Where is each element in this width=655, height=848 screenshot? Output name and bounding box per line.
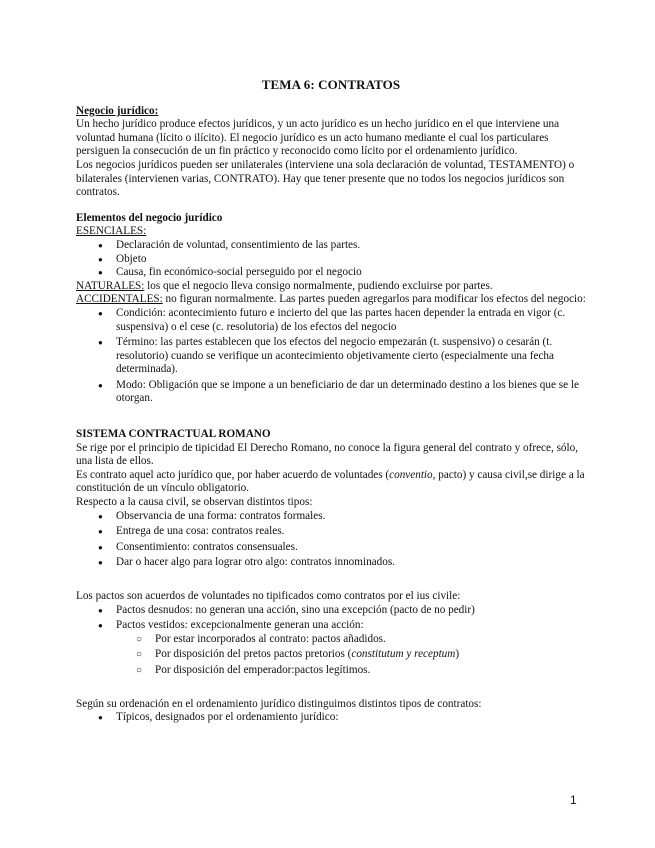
list-item [98,619,586,677]
text-fragment: ) [455,648,460,661]
text-naturales: los que el negocio lleva consigo normalmente, pudiendo excluirse por partes. [144,279,493,292]
paragraph-sistema-contrato [76,469,586,496]
document-title: TEMA 6: CONTRATOS [261,77,401,92]
text-fragment: Por disposición del pretos pactos pretorios ( [155,648,352,661]
list-accidentales [76,307,586,406]
label-naturales: NATURALES: [76,279,145,292]
list-item: ● Pactos desnudos: no generan una acción, sino una excepción (pacto de no pedir) [98,604,586,618]
paragraph-accidentales [76,293,586,307]
sublist-pactos-vestidos [98,633,586,678]
list-item: ● Entrega de una cosa: contratos reales. [98,525,586,539]
text-fragment: Es contrato aquel acto jurídico que, por haber acuerdo de voluntades ( [76,468,390,481]
list-esenciales [76,239,586,280]
section-heading-elementos: Elementos del negocio jurídico [76,211,223,224]
list-item: ● Modo: Obligación que se impone a un beneficiario de dar un determinado destino a los bienes que se le otorgan. [98,379,586,406]
list-item: ● Causa, fin económico-social perseguido por el negocio [98,266,586,280]
list-tipos-contrato [76,510,586,570]
list-item: ● Observancia de una forma: contratos formales. [98,510,586,524]
sublist-item: ○ Por estar incorporados al contrato: pactos añadidos. [136,633,586,647]
paragraph-negocio-definicion: Un hecho jurídico produce efectos jurídicos, y un acto jurídico es un hecho jurídico en el que interviene una voluntad humana (lícito o ilícito). El negocio jurídico es un acto humano mediante el cual los particulares persiguen la consecución de un fin práctico y reconocido como lícito por el ordenamiento jurídico. [76,118,560,158]
label-accidentales: ACCIDENTALES: [76,293,163,306]
list-item: ● Objeto [98,253,586,267]
paragraph-sistema-tipicidad: Se rige por el principio de tipicidad El Derecho Romano, no conoce la figura general del contrato y ofrece, sólo, una lista de ellos. [76,441,579,468]
text-accidentales: no figuran normalmente. Las partes pueden agregarlos para modificar los efectos del negocio: [162,293,586,306]
list-pactos [76,604,586,678]
list-item: ● Consentimiento: contratos consensuales. [98,541,586,555]
document-page [76,78,586,725]
sublist-item [136,648,586,662]
list-item: ● Dar o hacer algo para lograr otro algo: contratos innominados. [98,556,586,570]
sublist-item: ○ Por disposición del emperador:pactos legítimos. [136,664,586,678]
paragraph-sistema-causa: Respecto a la causa civil, se observan distintos tipos: [76,496,313,509]
list-item: ● Condición: acontecimiento futuro e incierto del que las partes hacen depender la entrada en vigor (c. suspensiva) o el cese (c. resolutoria) de los efectos del negocio [98,307,586,334]
label-esenciales: ESENCIALES: [76,225,147,238]
list-item: ● Declaración de voluntad, consentimiento de las partes. [98,239,586,253]
section-heading-negocio: Negocio jurídico: [76,104,159,117]
section-heading-sistema: SISTEMA CONTRACTUAL ROMANO [76,428,271,441]
text-fragment: , pacto) y causa civil,se dirige a la constitución de un vínculo obligatorio. [76,468,585,495]
paragraph-negocio-tipos: Los negocios jurídicos pueden ser unilaterales (interviene una sola declaración de voluntad, TESTAMENTO) o bilaterales (intervienen varias, CONTRATO). Hay que tener presente que no todos los negocios jurídicos son contratos. [76,158,575,199]
list-item: ● Término: las partes establecen que los efectos del negocio empezarán (t. suspensivo) o cesarán (t. resolutorio) cuando se verifique un acontecimiento objetivamente cierto (especialmente una fecha determinada). [98,336,586,377]
paragraph-pactos: Los pactos son acuerdos de voluntades no tipificados como contratos por el ius civile: [76,590,461,602]
text-emphasis: constitutum y receptum [351,648,456,661]
page-number: 1 [570,793,577,807]
list-ordenacion [76,711,586,725]
list-item: ● Típicos, designados por el ordenamiento jurídico: [98,711,586,725]
list-item-label: Pactos vestidos: excepcionalmente generan una acción: [116,619,364,632]
text-emphasis: conventio [389,468,433,481]
paragraph-ordenacion: Según su ordenación en el ordenamiento jurídico distinguimos distintos tipos de contratos: [76,697,482,710]
paragraph-naturales [76,280,586,294]
